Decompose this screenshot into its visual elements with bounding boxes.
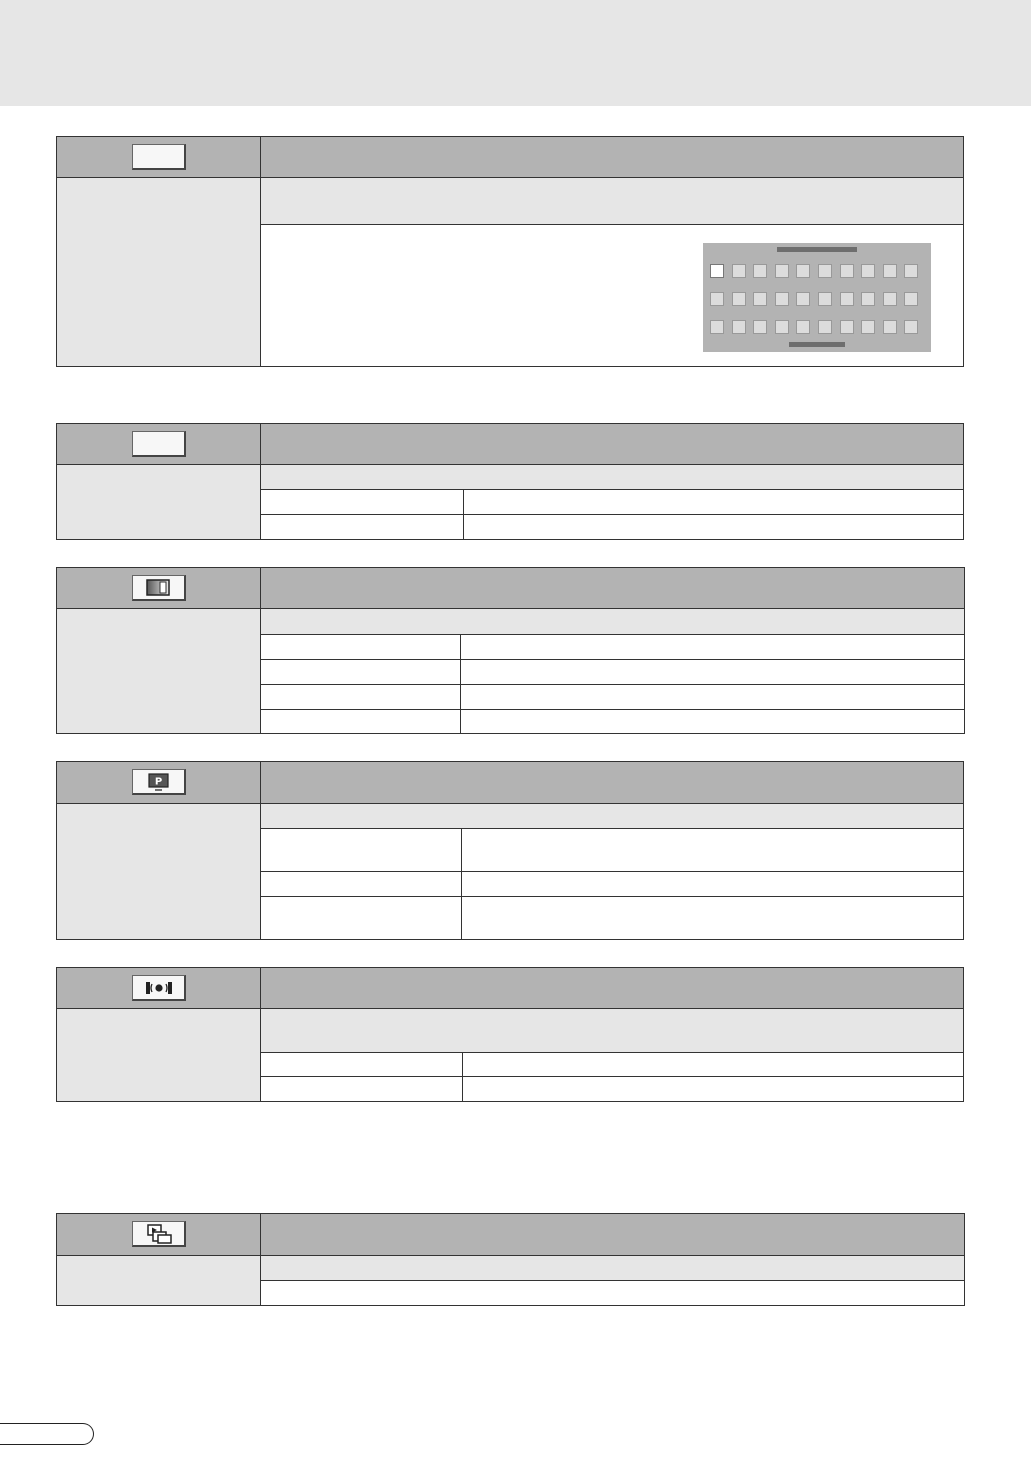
blank-key-icon	[132, 431, 186, 457]
section-2-header	[56, 423, 964, 464]
grid-top-bar	[777, 247, 857, 252]
section-3-subheader	[260, 608, 965, 634]
section-1-subheader	[260, 177, 964, 224]
page-header-band	[0, 0, 1031, 106]
thumbnail-square	[796, 292, 810, 306]
thumbnail-square	[753, 320, 767, 334]
thumbnail-square	[818, 292, 832, 306]
blank-key-icon	[132, 144, 186, 170]
thumbnail-square	[904, 264, 918, 278]
section-4-label-cell	[56, 803, 260, 939]
section-4-subheader	[260, 803, 964, 828]
thumbnail-square	[710, 264, 724, 278]
thumbnail-square	[904, 292, 918, 306]
grid-bottom-bar	[789, 342, 845, 347]
thumbnail-square	[732, 292, 746, 306]
surround-sound-icon	[132, 975, 186, 1001]
section-4-header	[56, 761, 964, 803]
section-6-header	[56, 1213, 965, 1255]
thumbnail-square	[796, 320, 810, 334]
thumbnail-square	[840, 292, 854, 306]
svg-text:P: P	[154, 776, 163, 788]
thumbnail-square	[732, 320, 746, 334]
thumbnail-square	[753, 264, 767, 278]
picture-frame-icon	[132, 575, 186, 601]
section-3-header	[56, 567, 965, 608]
thumbnail-square	[818, 320, 832, 334]
thumbnail-square	[840, 320, 854, 334]
thumbnail-square	[883, 292, 897, 306]
thumbnail-square	[796, 264, 810, 278]
thumbnail-square	[775, 320, 789, 334]
section-2-label-cell	[56, 464, 260, 539]
thumbnail-square	[753, 292, 767, 306]
section-2-subheader	[260, 464, 964, 489]
thumbnail-square	[861, 320, 875, 334]
picture-p-icon	[132, 769, 186, 795]
thumbnail-square	[883, 264, 897, 278]
thumbnail-square	[775, 292, 789, 306]
thumbnail-square	[710, 292, 724, 306]
thumbnail-grid-panel	[703, 243, 931, 352]
thumbnail-square	[818, 264, 832, 278]
thumbnail-square	[710, 320, 724, 334]
thumbnail-square	[883, 320, 897, 334]
section-5-subheader	[260, 1008, 964, 1052]
page-number-tab	[0, 1423, 94, 1445]
section-6-subheader	[260, 1255, 965, 1280]
thumbnail-square	[775, 264, 789, 278]
thumbnail-square	[861, 264, 875, 278]
thumbnail-square	[840, 264, 854, 278]
thumbnail-square	[732, 264, 746, 278]
section-5-label-cell	[56, 1008, 260, 1101]
multi-window-icon	[132, 1221, 186, 1247]
section-1-header	[56, 136, 964, 177]
section-6-label-cell	[56, 1255, 260, 1305]
section-1-label-cell	[56, 177, 260, 366]
thumbnail-square	[861, 292, 875, 306]
section-3-label-cell	[56, 608, 260, 733]
section-5-header	[56, 967, 964, 1008]
thumbnail-square	[904, 320, 918, 334]
